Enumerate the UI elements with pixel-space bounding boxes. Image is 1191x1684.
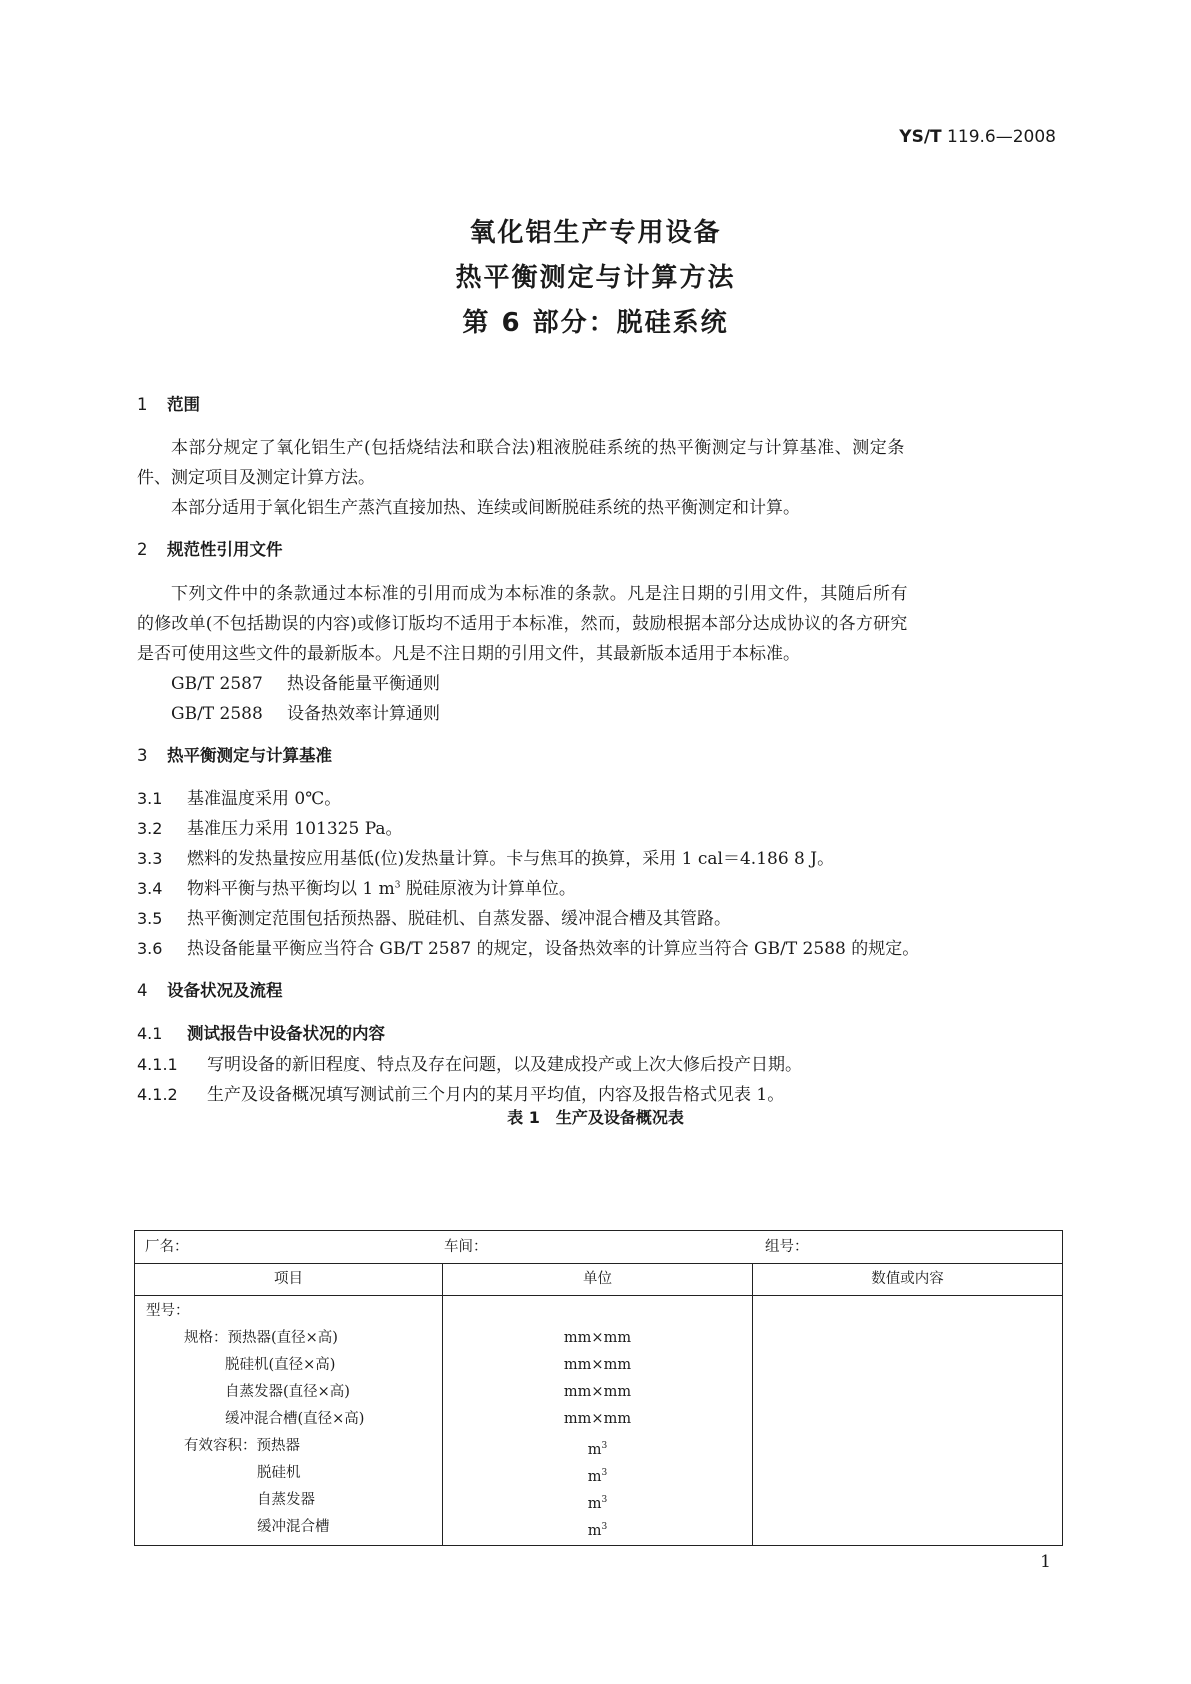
section-1-number: 1 (137, 395, 148, 414)
unit-volume-preheater-sup: 3 (601, 1441, 608, 1451)
factory-label: 厂名： (145, 1239, 189, 1255)
workshop-label: 车间： (444, 1239, 488, 1255)
table-header-info-cell (135, 1231, 1063, 1264)
item-volume-buffer-tank: 缓冲混合槽 (257, 1519, 330, 1535)
normative-ref-2-title: 设备热效率计算通则 (287, 704, 440, 724)
subsection-4-1-number: 4.1 (137, 1024, 163, 1043)
column-header-value: 数值或内容 (753, 1264, 1063, 1296)
clause-3-1-text: 基准温度采用 0℃。 (187, 789, 342, 809)
unit-volume-flash-evaporator (443, 1487, 752, 1514)
clause-4-1-1-number: 4.1.1 (137, 1055, 178, 1074)
clause-3-5-number: 3.5 (137, 909, 163, 928)
clause-4-1-2-number: 4.1.2 (137, 1085, 178, 1104)
section-4-title: 设备状况及流程 (167, 981, 283, 1000)
title-line-3: 第 6 部分：脱硅系统 (462, 308, 729, 338)
unit-volume-buffer-tank (443, 1514, 752, 1541)
table-header-info-row (135, 1231, 1063, 1264)
item-model: 型号： (146, 1303, 190, 1319)
clause-3-3-number: 3.3 (137, 849, 163, 868)
subsection-4-1-title: 测试报告中设备状况的内容 (187, 1024, 385, 1043)
clause-3-2 (137, 814, 403, 839)
item-spec-buffer-tank: 缓冲混合槽(直径×高) (225, 1411, 365, 1427)
item-spec-preheater: 规格：预热器(直径×高) (184, 1330, 338, 1346)
subsection-4-1-heading (137, 1020, 385, 1044)
item-spec-flash-evaporator: 自蒸发器(直径×高) (225, 1384, 350, 1400)
normative-ref-1-code: GB/T 2587 (171, 674, 263, 694)
normative-ref-2 (171, 699, 440, 724)
unit-spec-desilicator: mm×mm (563, 1357, 632, 1373)
value-column (753, 1296, 1063, 1546)
section-3-number: 3 (137, 746, 148, 765)
section-2-para-line-3: 是否可使用这些文件的最新版本。凡是不注日期的引用文件，其最新版本适用于本标准。 (137, 644, 800, 664)
section-4-heading (137, 977, 283, 1001)
standard-code-number: 119.6—2008 (941, 127, 1056, 147)
column-header-unit: 单位 (443, 1264, 753, 1296)
clause-4-1-2 (137, 1080, 784, 1105)
section-3-heading (137, 742, 332, 766)
section-1-title: 范围 (167, 395, 200, 414)
normative-ref-1-title: 热设备能量平衡通则 (287, 674, 440, 694)
clause-4-1-1-text: 写明设备的新旧程度、特点及存在问题，以及建成投产或上次大修后投产日期。 (207, 1055, 802, 1075)
section-4-number: 4 (137, 981, 148, 1000)
section-1-para-1-line-2: 件、测定项目及测定计算方法。 (137, 468, 375, 488)
standard-code (899, 127, 1056, 147)
standard-code-prefix: YS/T (899, 127, 942, 147)
group-label: 组号： (765, 1239, 809, 1255)
unit-volume-desilicator-base: m (587, 1468, 602, 1485)
clause-3-5-text: 热平衡测定范围包括预热器、脱硅机、自蒸发器、缓冲混合槽及其管路。 (187, 909, 731, 929)
item-column (135, 1296, 443, 1546)
section-1-para-1-line-1: 本部分规定了氧化铝生产(包括烧结法和联合法)粗液脱硅系统的热平衡测定与计算基准、测定条 (171, 438, 905, 458)
clause-3-3 (137, 844, 834, 869)
page-number: 1 (1040, 1552, 1051, 1572)
normative-ref-1 (171, 669, 440, 694)
unit-volume-preheater-base: m (587, 1441, 602, 1458)
clause-3-6 (137, 934, 919, 959)
section-2-para-line-2: 的修改单(不包括勘误的内容)或修订版均不适用于本标准，然而，鼓励根据本部分达成协议的各方研究 (137, 614, 908, 634)
section-2-title: 规范性引用文件 (167, 540, 283, 559)
section-3-title: 热平衡测定与计算基准 (167, 746, 332, 765)
clause-3-2-number: 3.2 (137, 819, 163, 838)
clause-3-1-number: 3.1 (137, 789, 163, 808)
unit-column (443, 1296, 753, 1546)
table-1-caption: 表 1 生产及设备概况表 (507, 1108, 684, 1127)
table-1 (134, 1230, 1063, 1546)
clause-4-1-1 (137, 1050, 802, 1075)
section-2-number: 2 (137, 540, 148, 559)
clause-3-4-superscript: 3 (394, 880, 401, 891)
normative-ref-2-code: GB/T 2588 (171, 704, 263, 724)
unit-volume-buffer-tank-base: m (587, 1522, 602, 1539)
clause-3-1 (137, 784, 341, 809)
section-1-heading (137, 391, 200, 415)
unit-volume-buffer-tank-sup: 3 (601, 1522, 608, 1532)
clause-3-3-text: 燃料的发热量按应用基低(位)发热量计算。卡与焦耳的换算，采用 1 cal＝4.186 8 J。 (187, 849, 835, 869)
unit-volume-flash-evaporator-base: m (587, 1495, 602, 1512)
item-volume-desilicator: 脱硅机 (257, 1465, 301, 1481)
table-body-row (135, 1296, 1063, 1546)
unit-volume-desilicator-sup: 3 (601, 1468, 608, 1478)
item-volume-preheater: 有效容积：预热器 (184, 1438, 300, 1454)
unit-volume-preheater (443, 1433, 752, 1460)
unit-volume-desilicator (443, 1460, 752, 1487)
table-column-header-row (135, 1264, 1063, 1296)
unit-spec-flash-evaporator: mm×mm (563, 1384, 632, 1400)
title-line-2: 热平衡测定与计算方法 (455, 263, 736, 293)
clause-3-4-number: 3.4 (137, 879, 163, 898)
column-header-item: 项目 (135, 1264, 443, 1296)
unit-volume-flash-evaporator-sup: 3 (601, 1495, 608, 1505)
item-volume-flash-evaporator: 自蒸发器 (257, 1492, 315, 1508)
unit-model (443, 1298, 752, 1325)
clause-3-6-number: 3.6 (137, 939, 163, 958)
clause-3-5 (137, 904, 731, 929)
clause-3-4-text-after: 脱硅原液为计算单位。 (400, 879, 576, 899)
unit-spec-buffer-tank: mm×mm (563, 1411, 632, 1427)
clause-3-4-text-before: 物料平衡与热平衡均以 1 m (187, 879, 395, 899)
clause-3-2-text: 基准压力采用 101325 Pa。 (187, 819, 403, 839)
section-2-heading (137, 536, 283, 560)
item-spec-desilicator: 脱硅机(直径×高) (225, 1357, 336, 1373)
clause-3-4 (137, 874, 576, 899)
section-2-para-line-1: 下列文件中的条款通过本标准的引用而成为本标准的条款。凡是注日期的引用文件，其随后所有 (171, 584, 909, 604)
clause-3-6-text: 热设备能量平衡应当符合 GB/T 2587 的规定，设备热效率的计算应当符合 GB/T 2588 的规定。 (187, 939, 920, 959)
title-line-1: 氧化铝生产专用设备 (469, 218, 722, 248)
unit-spec-preheater: mm×mm (563, 1330, 632, 1346)
clause-4-1-2-text: 生产及设备概况填写测试前三个月内的某月平均值，内容及报告格式见表 1。 (207, 1085, 785, 1105)
section-1-para-2: 本部分适用于氧化铝生产蒸汽直接加热、连续或间断脱硅系统的热平衡测定和计算。 (171, 498, 800, 518)
